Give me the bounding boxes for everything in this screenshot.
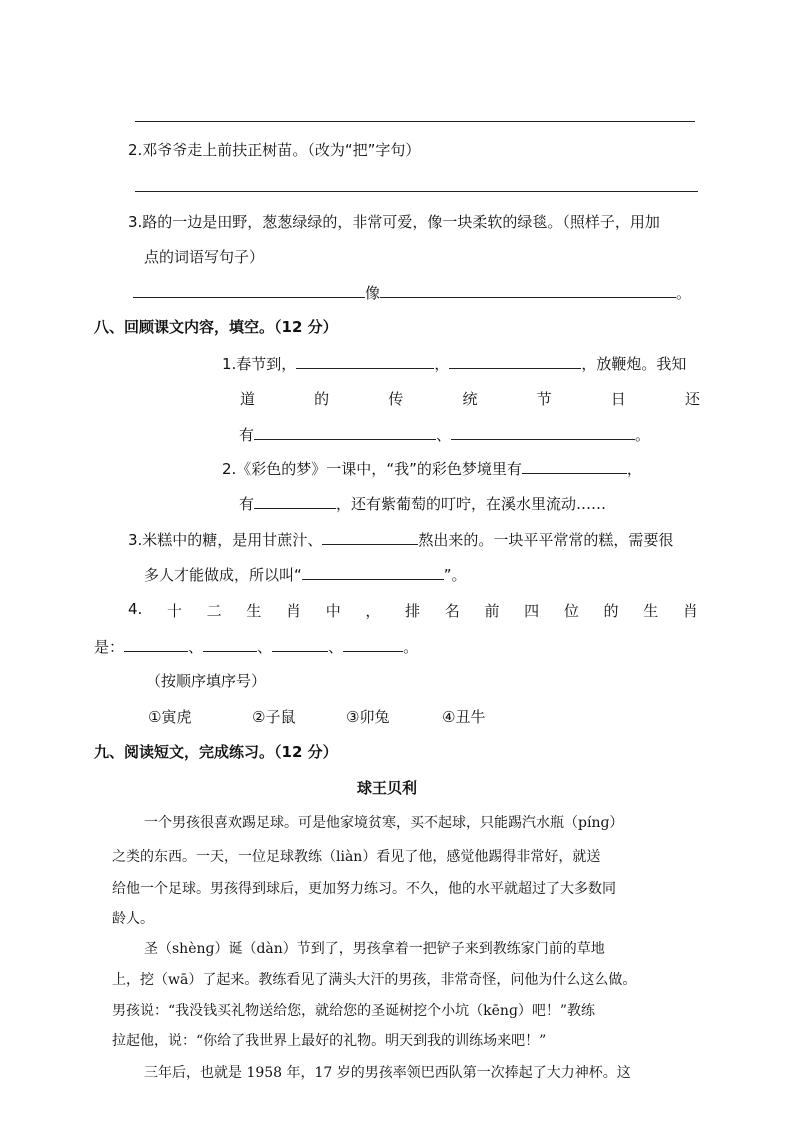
q8-item-3-text: 多人才能做成，所以叫“	[144, 566, 302, 584]
spread-char: 四	[524, 602, 540, 620]
comma: ，	[434, 355, 450, 373]
answer-blank[interactable]	[133, 283, 365, 298]
spread-char: 排	[405, 602, 421, 620]
period: 。	[403, 638, 419, 656]
passage-title: 球王贝利	[357, 779, 418, 797]
spread-char: 中	[325, 602, 341, 620]
q8-item-1-text: ，放鞭炮。我知	[581, 355, 687, 373]
period: 。	[635, 426, 651, 444]
q8-item-2-text: ，还有紫葡萄的叮咛，在溪水里流动……	[336, 495, 607, 513]
q8-item-3-text: 3.米糕中的糖，是用甘蔗汁、	[128, 531, 323, 549]
q8-item-4-line1	[128, 600, 698, 621]
spread-char: 位	[563, 602, 579, 620]
q7-item-3-end: 。	[676, 284, 692, 302]
spread-char: 节	[536, 390, 552, 408]
answer-blank[interactable]	[343, 637, 403, 652]
spread-char: 生	[643, 602, 659, 620]
spread-char: 4.	[128, 600, 143, 618]
spread-char: 肖	[286, 602, 302, 620]
q8-item-1-line2	[240, 388, 700, 409]
spread-char: 统	[462, 390, 478, 408]
passage-line: 圣（shènɡ）诞（dàn）节到了，男孩拿着一把铲子来到教练家门前的草地	[144, 941, 605, 957]
spread-char: 还	[684, 390, 700, 408]
q8-item-2-text: 有	[239, 495, 255, 513]
q8-item-4-line2	[94, 636, 418, 657]
passage-line: 拉起他，说：“你给了我世界上最好的礼物。明天到我的训练场来吧！”	[112, 1033, 547, 1049]
q8-item-3-line2	[144, 564, 467, 585]
spread-char: 道	[240, 390, 256, 408]
comma: ，	[626, 460, 642, 478]
separator: 、	[188, 638, 204, 656]
passage-line: 一个男孩很喜欢踢足球。可是他家境贫寒，买不起球，只能踢汽水瓶（pínɡ）	[144, 815, 624, 831]
answer-blank[interactable]	[203, 637, 257, 652]
q8-heading: 八、回顾课文内容，填空。（12 分）	[94, 318, 338, 336]
answer-blank[interactable]	[124, 637, 188, 652]
q7-item-3-answer	[133, 282, 691, 303]
q7-item-3-line2: 点的词语写句子）	[144, 248, 265, 266]
spread-char: 二	[206, 602, 222, 620]
answer-line[interactable]	[135, 191, 698, 192]
q8-item-1-text: 1.春节到，	[222, 355, 297, 373]
q8-item-2-line2	[239, 493, 606, 514]
answer-blank[interactable]	[302, 565, 444, 580]
passage-line: 三年后，也就是 1958 年，17 岁的男孩率领巴西队第一次捧起了大力神杯。这	[144, 1065, 631, 1081]
passage-line: 上，挖（wā）了起来。教练看见了满头大汗的男孩，非常奇怪，问他为什么这么做。	[112, 972, 637, 988]
answer-blank[interactable]	[451, 425, 635, 440]
q8-option: ①寅虎	[148, 708, 192, 726]
q8-item-1-text: 有	[239, 426, 255, 444]
answer-line[interactable]	[135, 121, 695, 122]
q8-option: ④丑牛	[442, 708, 486, 726]
answer-blank[interactable]	[296, 354, 434, 369]
q8-item-3-line1	[128, 529, 673, 550]
spread-char: 前	[484, 602, 500, 620]
spread-char: 的	[314, 390, 330, 408]
q8-option: ②子鼠	[252, 708, 296, 726]
q7-item-3-line1: 3.路的一边是田野，葱葱绿绿的，非常可爱，像一块柔软的绿毯。（照样子，用加	[128, 213, 660, 231]
passage-line: 之类的东西。一天，一位足球教练（liàn）看见了他，感觉他踢得非常好，就送	[112, 849, 601, 865]
q9-heading: 九、阅读短文，完成练习。（12 分）	[94, 743, 338, 761]
answer-blank[interactable]	[254, 425, 436, 440]
separator: 、	[328, 638, 344, 656]
q8-item-3-text: 熬出来的。一块平平常常的糕，需要很	[418, 531, 674, 549]
separator: 、	[257, 638, 273, 656]
answer-blank[interactable]	[272, 637, 328, 652]
q8-item-4-text: 是：	[94, 638, 125, 656]
q7-item-3-mid: 像	[365, 284, 381, 302]
q8-item-1-line3	[239, 424, 650, 445]
spread-char: 肖	[682, 602, 698, 620]
spread-char: 日	[610, 390, 626, 408]
spread-char: 名	[444, 602, 460, 620]
answer-blank[interactable]	[254, 494, 336, 509]
answer-blank[interactable]	[449, 354, 581, 369]
q8-item-2-text: 2.《彩色的梦》一课中，“我”的彩色梦境里有	[222, 460, 522, 478]
spread-char: 生	[246, 602, 262, 620]
spread-char: 的	[603, 602, 619, 620]
answer-blank[interactable]	[522, 459, 627, 474]
passage-line: 男孩说：“我没钱买礼物送给您，就给您的圣诞树挖个小坑（kēnɡ）吧！”教练	[112, 1003, 596, 1019]
spread-char: ，	[365, 602, 381, 620]
separator: 、	[436, 426, 452, 444]
q8-option: ③卯兔	[346, 708, 390, 726]
answer-blank[interactable]	[322, 530, 418, 545]
q8-item-4-note: （按顺序填序号）	[146, 672, 267, 690]
spread-char: 十	[166, 602, 182, 620]
q8-item-1-line1	[222, 353, 686, 374]
answer-blank[interactable]	[380, 283, 676, 298]
q8-item-3-text: ”。	[443, 566, 467, 584]
q8-item-2-line1	[222, 458, 642, 479]
spread-char: 传	[388, 390, 404, 408]
passage-line: 龄人。	[112, 911, 154, 927]
passage-line: 给他一个足球。男孩得到球后，更加努力练习。不久，他的水平就超过了大多数同	[112, 881, 616, 897]
q7-item-2: 2.邓爷爷走上前扶正树苗。（改为“把”字句）	[128, 141, 421, 159]
